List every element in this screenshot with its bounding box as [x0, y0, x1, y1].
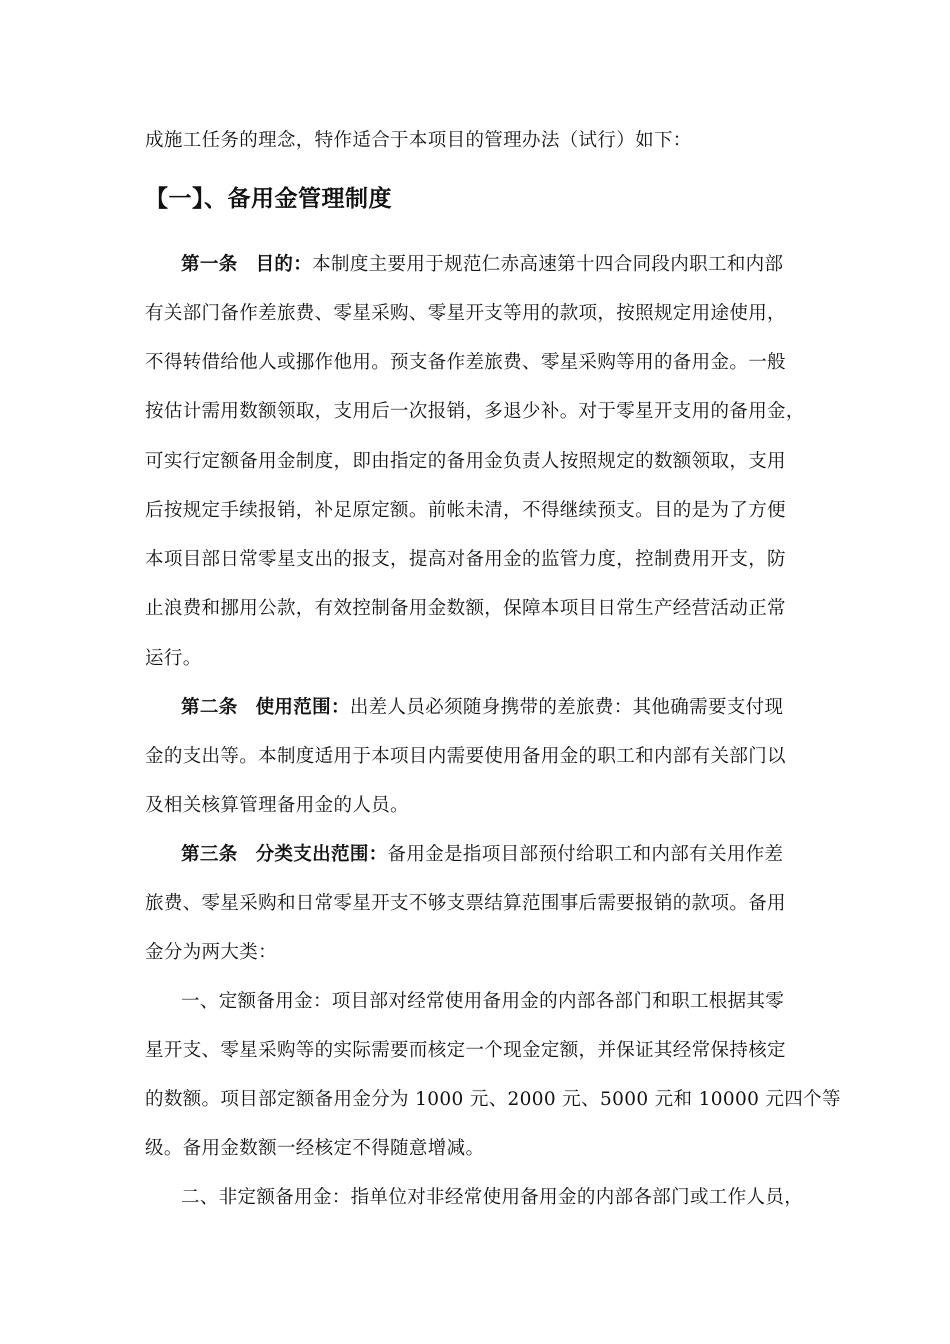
article1-line: 止浪费和挪用公款，有效控制备用金数额，保障本项目日常生产经营活动正常: [145, 598, 786, 619]
article3-first-line: [181, 843, 783, 867]
section-title: 【一】、备用金管理制度: [145, 186, 392, 212]
article3-title: 分类支出范围：: [255, 844, 388, 865]
article1-line: 按估计需用数额领取，支用后一次报销，多退少补。对于零星开支用的备用金，: [145, 401, 805, 422]
article2-number: 第二条: [181, 697, 238, 718]
article1-line: 有关部门备作差旅费、零星采购、零星开支等用的款项，按照规定用途使用，: [145, 303, 786, 324]
article3-line: 旅费、零星采购和日常零星开支不够支票结算范围事后需要报销的款项。备用: [145, 893, 786, 914]
article1-line: 不得转借给他人或挪作他用。预支备作差旅费、零星采购等用的备用金。一般: [145, 352, 786, 373]
article1-line: 运行。: [145, 648, 202, 669]
article3-line: 金分为两大类：: [145, 942, 277, 963]
article2-title: 使用范围：: [255, 697, 350, 718]
article1-line: 可实行定额备用金制度，即由指定的备用金负责人按照规定的数额领取，支用: [145, 451, 786, 472]
article1-title: 目的：: [255, 254, 313, 275]
article2-text: 出差人员必须随身携带的差旅费：其他确需要支付现: [349, 697, 784, 718]
article1-first-line: [181, 253, 783, 277]
article3-text: 备用金是指项目部预付给职工和内部有关用作差: [387, 844, 784, 865]
article2-line: 金的支出等。本制度适用于本项目内需要使用备用金的职工和内部有关部门以: [145, 746, 786, 767]
item1-line: 星开支、零星采购等的实际需要而核定一个现金定额，并保证其经常保持核定: [145, 1040, 786, 1061]
article1-line: 后按规定手续报销，补足原定额。前帐未清，不得继续预支。目的是为了方便: [145, 500, 786, 521]
item1-line: 级。备用金数额一经核定不得随意增减。: [145, 1138, 485, 1159]
item2-line: 二、非定额备用金：指单位对非经常使用备用金的内部各部门或工作人员，: [181, 1187, 804, 1208]
article2-line: 及相关核算管理备用金的人员。: [145, 795, 409, 816]
article2-first-line: [181, 696, 783, 720]
item1-line: 的数额。项目部定额备用金分为 1000 元、2000 元、5000 元和 10000 元四个等: [145, 1089, 841, 1110]
intro-line: 成施工任务的理念，特作适合于本项目的管理办法（试行）如下：: [145, 130, 692, 151]
article1-number: 第一条: [181, 254, 238, 275]
article1-line: 本项目部日常零星支出的报支，提高对备用金的监管力度，控制费用开支，防: [145, 549, 786, 570]
item1-line: 一、定额备用金：项目部对经常使用备用金的内部各部门和职工根据其零: [181, 991, 785, 1012]
article1-text: 本制度主要用于规范仁赤高速第十四合同段内职工和内部: [312, 254, 784, 275]
article3-number: 第三条: [181, 844, 238, 865]
